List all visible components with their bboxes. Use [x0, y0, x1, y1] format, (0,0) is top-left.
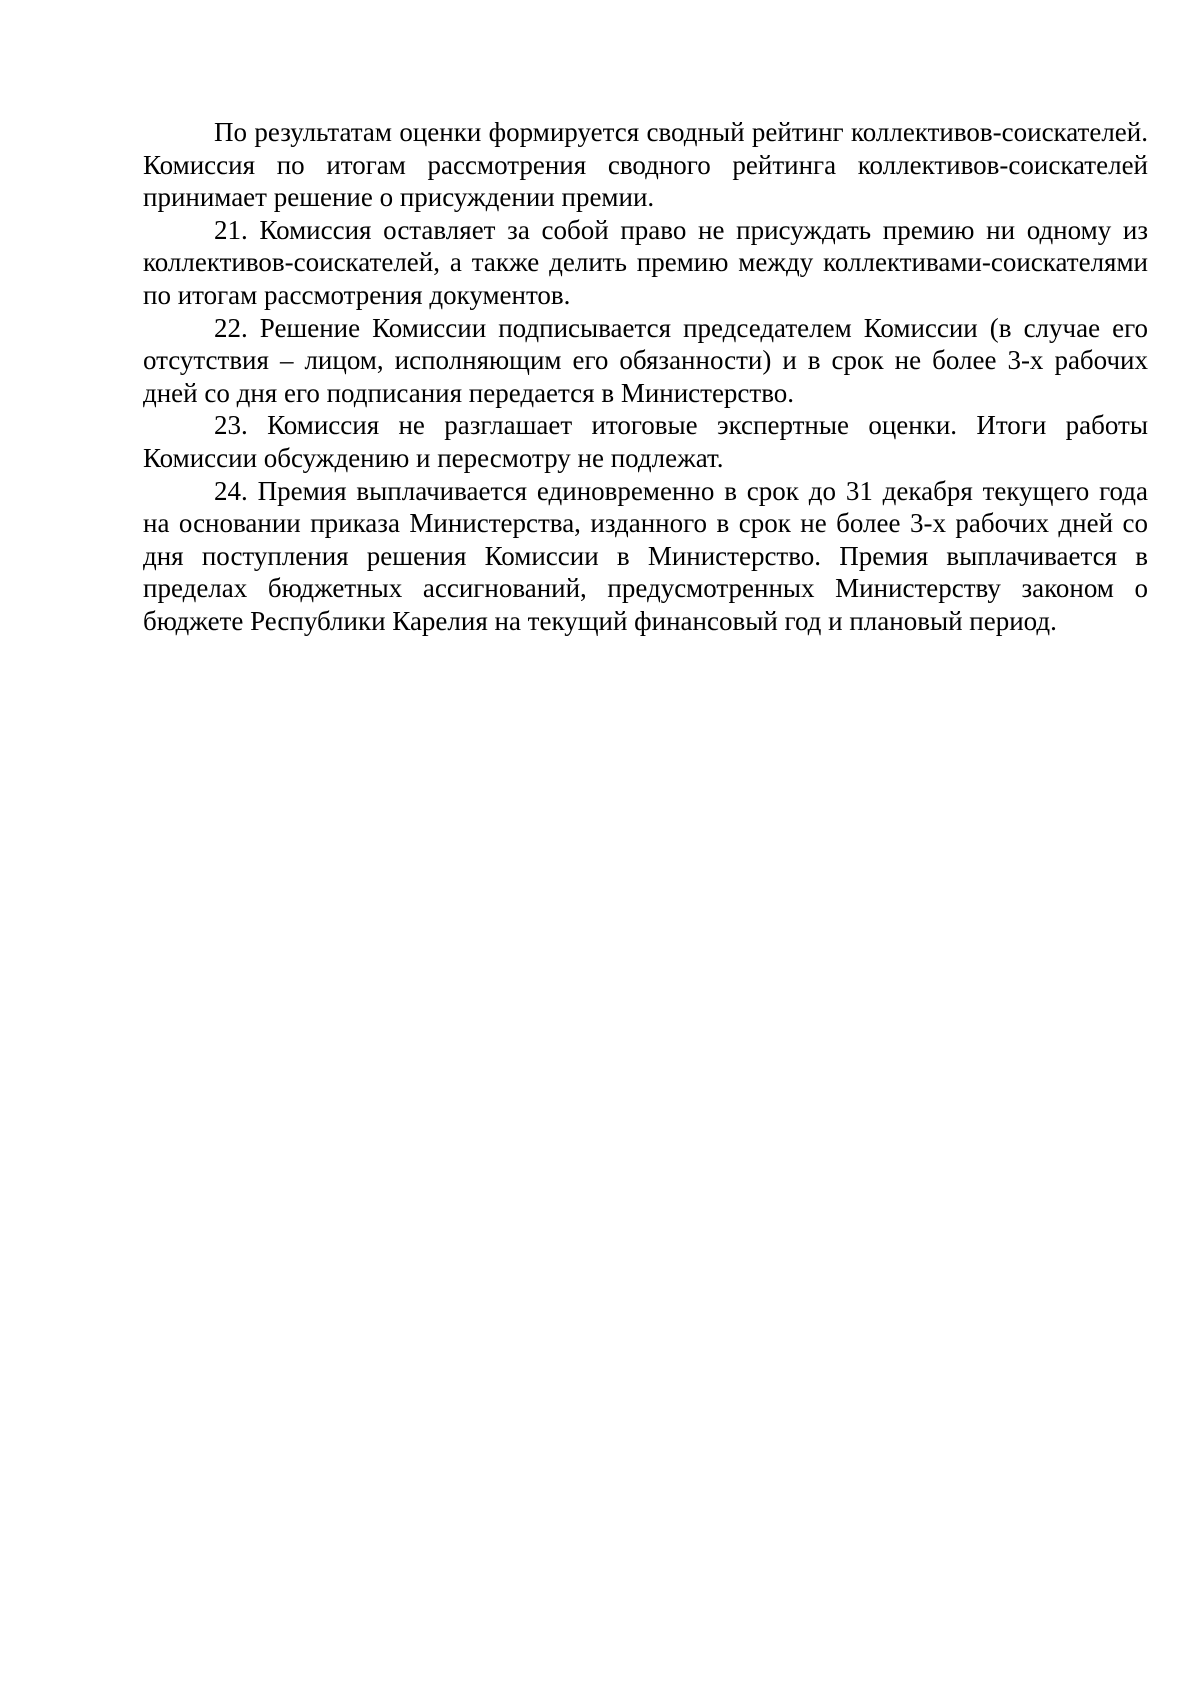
paragraph-21: 21. Комиссия оставляет за собой право не присуждать премию ни одному из коллективов-соискателей, а также делить премию между коллективами-соискателями по итогам рассмотрения документов. — [143, 214, 1148, 310]
paragraph-rating-summary: По результатам оценки формируется сводный рейтинг коллективов-соискателей. Комиссия по итогам рассмотрения сводного рейтинга коллективов-соискателей принимает решение о присуждении премии. — [143, 117, 1148, 213]
paragraph-24: 24. Премия выплачивается единовременно в срок до 31 декабря текущего года на основании приказа Министерства, изданного в срок не более 3-х рабочих дней со дня поступления решения Комиссии в Министерство. Премия выплачивается в пределах бюджетных ассигнований, предусмотренных Министерству законом о бюджете Республики Карелия на текущий финансовый год и плановый период. — [143, 475, 1148, 636]
document-body — [143, 116, 1148, 638]
paragraph-23: 23. Комиссия не разглашает итоговые экспертные оценки. Итоги работы Комиссии обсуждению и пересмотру не подлежат. — [143, 410, 1148, 473]
paragraph-22: 22. Решение Комиссии подписывается председателем Комиссии (в случае его отсутствия – лицом, исполняющим его обязанности) и в срок не более 3-х рабочих дней со дня его подписания передается в Министерство. — [143, 312, 1148, 408]
